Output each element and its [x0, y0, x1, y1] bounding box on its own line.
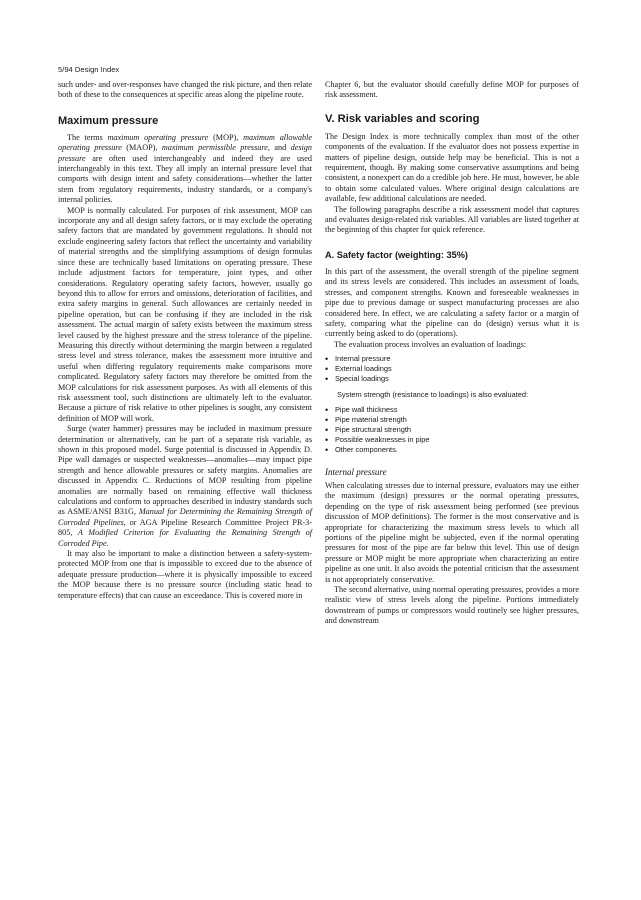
text-run: are often used interchangeably and indeed they are used interchangeably in this text. They all imply an internal pressure level that comports with design intent and safety considerations—whether the latter stem from regulatory requirements, industry standards, or a company's internal policies.: [58, 153, 312, 205]
strength-list: [325, 405, 579, 455]
italic-title: Manual for Determining the Remaining Strength of Corroded Pipelines: [58, 507, 312, 527]
list-item: • Pipe structural strength: [325, 425, 579, 435]
chapter-heading-risk-variables: V. Risk variables and scoring: [325, 112, 480, 125]
list-item: • Other components.: [325, 445, 579, 455]
list-item: • Pipe material strength: [325, 415, 579, 425]
surge-paragraph: [58, 424, 312, 549]
mop-terms-paragraph: [58, 133, 312, 206]
text-run: (MOP),: [208, 132, 244, 142]
list-item: • Possible weaknesses in pipe: [325, 435, 579, 445]
text-run: Surge (water hammer) pressures may be included in maximum pressure determination or alternatively, can be part of a separate risk variable, as shown in this proposed model. Surge potential is discussed in Appendix D. Pipe wall damages or suspected weaknesses—anomalies—may impact pipe strength and hence allowable pressures or safety margins. Anomalies are discussed in Appendix C. Reductions of MOP resulting from pipeline anomalies are normally based on remaining effective wall thickness calculations and conform to approaches described in industry standards such as ASME/ANSI B31G,: [58, 424, 312, 517]
internal-pressure-paragraph: When calculating stresses due to internal pressure, evaluators may use either the maximum (design) pressures or the normal operating pressures, depending on the type of risk assessment being performed (see previous discussion of MOP definitions). The former is the most conservative and is appropriate for characterizing the maximum stress levels to which all portions of the pipeline might be subjected, even if the normal operating pressures for most of the pipe are far below this level. This use of design pressure or MOP might be more appropriate when characterizing an entire pipeline as one unit. It also avoids the potential criticism that the assessment is not appropriately conservative.: [325, 480, 579, 584]
italic-term: maximum allowable operating pressure: [58, 132, 312, 153]
list-item: • External loadings: [325, 364, 579, 374]
list-item: • Special loadings: [325, 374, 579, 384]
design-index-paragraph: The Design Index is more technically complex than most of the other components of the evaluation. If the evaluator does not possess expertise in matters of pipeline design, outside help may be beneficial. This is not a requirement, though. By making some conservative assumptions and being consistent, a nonexpert can do a credible job here. He must, however, be able to obtain some calculated values. Where original design calculations are available, few additional calculations are needed.: [325, 131, 579, 204]
left-intro-paragraph: such under- and over-responses have changed the risk picture, and then relate both of these to the consequences at specific areas along the pipeline route.: [58, 80, 312, 100]
italic-term: maximum permissible pressure: [161, 143, 268, 153]
italic-term: design pressure: [58, 143, 312, 163]
list-item: • Internal pressure: [325, 354, 579, 364]
subsubheading-internal-pressure: Internal pressure: [325, 466, 387, 477]
text-run: .: [106, 538, 109, 548]
normal-pressure-paragraph: The second alternative, using normal operating pressures, provides a more realistic view of stress levels along the pipeline. Portions immediately downstream of pumps or compressors would routinely see higher pressures, and downstream: [325, 585, 579, 626]
text-run: (MAOP),: [121, 143, 162, 153]
system-strength-intro: System strength (resistance to loadings) is also evaluated:: [337, 390, 529, 400]
running-head: 5/94 Design Index: [58, 65, 120, 74]
right-intro-paragraph: Chapter 6, but the evaluator should carefully define MOP for purposes of risk assessment.: [325, 80, 579, 100]
loadings-list: [325, 354, 579, 384]
text-run: , and: [267, 143, 291, 153]
evaluation-process-paragraph: The evaluation process involves an evaluation of loadings:: [334, 339, 527, 349]
italic-term: maximum operating pressure: [107, 132, 209, 142]
safety-system-paragraph: It may also be important to make a distinction between a safety-system-protected MOP from one that is impossible to exceed due to the absence of adequate pressure production—where it is physically impossible to exceed the MOP because there is no pressure source (including static head to temperature effects) that can cause an exceedance. This is covered more in: [58, 549, 312, 600]
section-heading-maximum-pressure: Maximum pressure: [58, 114, 159, 127]
text-run: , or AGA Pipeline Research Committee Project PR-3-805,: [58, 517, 312, 538]
right-column: [325, 80, 579, 627]
italic-title: A Modified Criterion for Evaluating the Remaining Strength of Corroded Pipe: [58, 528, 312, 548]
mop-calculation-paragraph: MOP is normally calculated. For purposes of risk assessment, MOP can incorporate any and all design safety factors, or it may exclude the operating safety factors that are mandated by government regulations. It should not exclude engineering safety factors that reflect the uncertainty and variability of material strengths and the simplifying assumptions of design formulas since these are technically based limitations on operating pressure. These include adjustment factors for temperature, joint types, and other considerations. Regulatory operating safety factors, however, usually go beyond this to allow for errors and omissions, deterioration of facilities, and extra safety margins in general. Such allowances are certainly needed in pipeline operation, but can be confusing if they are included in the risk assessment. The actual margin of safety exists between the maximum stress level caused by the highest pressure and the stress tolerance of the pipeline. Measuring this directly without determining the margin between a regulated stress level and stress tolerance, makes the assessment more intuitive and useful when differing regulatory requirements make comparisons more complicated. Regulatory safety factors may therefore be omitted from the MOP calculations for risk assessment purposes. As with all elements of this risk assessment tool, such distinctions are ultimately left to the evaluator. Because a picture of risk relative to other pipelines is sought, any consistent definition of MOP will work.: [58, 205, 312, 423]
model-description-paragraph: The following paragraphs describe a risk assessment model that captures and evaluates design-related risk variables. All variables are listed together at the beginning of this chapter for quick reference.: [325, 204, 579, 235]
subheading-safety-factor: A. Safety factor (weighting: 35%): [325, 249, 468, 260]
left-column: [58, 80, 312, 601]
safety-factor-paragraph: In this part of the assessment, the overall strength of the pipeline segment and its stress levels are considered. This includes an assessment of loads, stresses, and component strengths. Known and foreseeable weaknesses in pipe due to previous damage or suspect manufacturing processes are also considered here. In effect, we are calculating a safety factor or a margin of safety, comparing what the pipeline can do (design) versus what it is currently being asked to do (operations).: [325, 266, 579, 339]
list-item: • Pipe wall thickness: [325, 405, 579, 415]
text-run: The terms: [67, 132, 108, 142]
